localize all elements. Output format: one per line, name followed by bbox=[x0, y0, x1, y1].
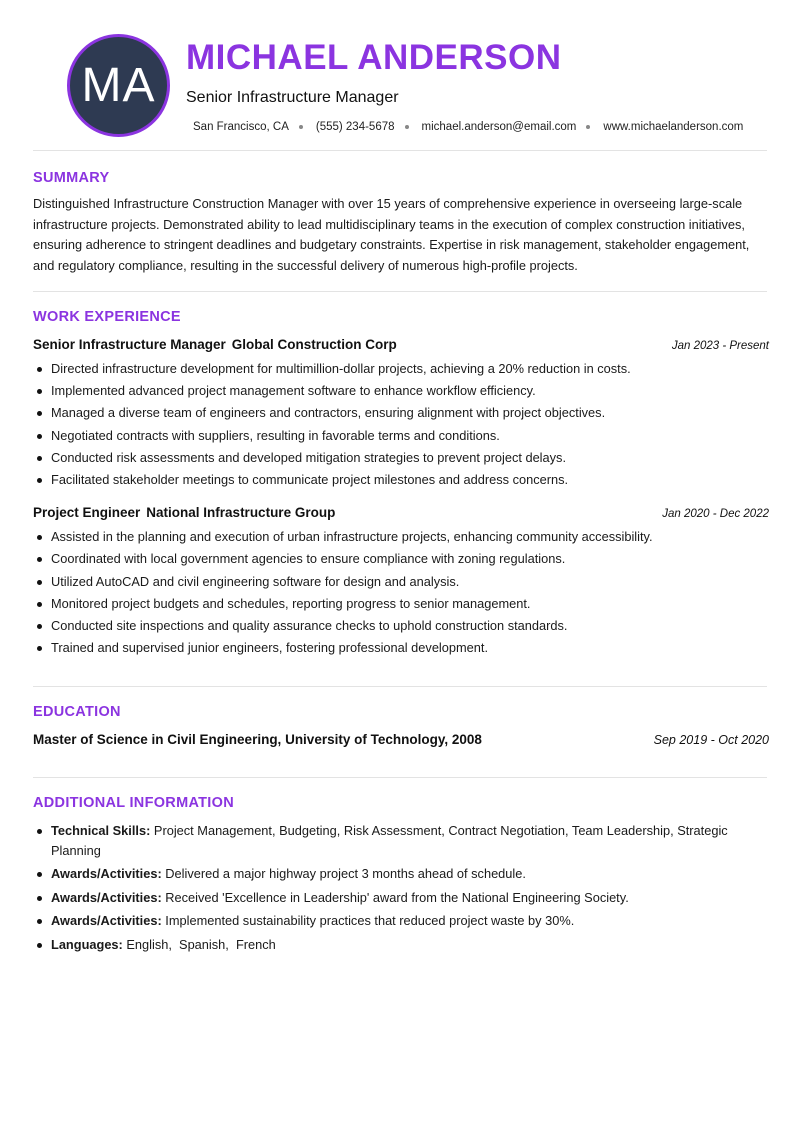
education-section bbox=[33, 704, 769, 747]
info-label: Awards/Activities: bbox=[51, 913, 162, 928]
job-bullet: Negotiated contracts with suppliers, resulting in favorable terms and conditions. bbox=[33, 425, 769, 447]
job-dates: Jan 2023 - Present bbox=[671, 340, 769, 352]
info-label: Technical Skills: bbox=[51, 823, 151, 838]
summary-section bbox=[33, 170, 769, 276]
info-text: English, Spanish, French bbox=[126, 936, 276, 952]
job-dates: Jan 2020 - Dec 2022 bbox=[662, 508, 769, 521]
education-degree: Master of Science in Civil Engineering, University of Technology, 2008 bbox=[33, 732, 482, 747]
section-divider bbox=[33, 150, 767, 151]
info-label: Awards/Activities: bbox=[51, 866, 162, 881]
education-dates: Sep 2019 - Oct 2020 bbox=[653, 733, 769, 747]
job-title-line bbox=[33, 505, 335, 520]
avatar: MA bbox=[67, 34, 170, 137]
candidate-name: MICHAEL ANDERSON bbox=[186, 38, 562, 77]
info-item bbox=[33, 911, 769, 931]
info-item bbox=[33, 888, 769, 908]
summary-heading: SUMMARY bbox=[33, 170, 110, 186]
info-item bbox=[33, 935, 769, 955]
info-text: Received 'Excellence in Leadership' award from the National Engineering Society. bbox=[165, 889, 629, 905]
contact-email: michael.anderson@email.com bbox=[421, 121, 577, 133]
additional-info-list bbox=[33, 821, 769, 954]
job-entry bbox=[33, 505, 769, 659]
section-divider bbox=[33, 777, 767, 778]
dot-separator-icon bbox=[299, 125, 303, 129]
additional-info-section bbox=[33, 795, 769, 958]
dot-separator-icon bbox=[405, 125, 409, 129]
info-item bbox=[33, 821, 769, 860]
info-text: Project Management, Budgeting, Risk Assessment, Contract Negotiation, Team Leadership, Strategic Planning bbox=[51, 823, 728, 858]
job-bullet: Managed a diverse team of engineers and contractors, ensuring alignment with project objectives. bbox=[33, 402, 769, 424]
job-bullet: Monitored project budgets and schedules, reporting progress to senior management. bbox=[33, 593, 769, 615]
job-bullet: Trained and supervised junior engineers, fostering professional development. bbox=[33, 637, 769, 659]
job-bullet: Conducted site inspections and quality assurance checks to uphold construction standards. bbox=[33, 615, 769, 637]
job-title: Project Engineer bbox=[33, 505, 141, 521]
info-text: Implemented sustainability practices that reduced project waste by 30%. bbox=[165, 913, 575, 928]
work-experience-section bbox=[33, 309, 769, 659]
job-bullet: Utilized AutoCAD and civil engineering software for design and analysis. bbox=[33, 571, 769, 593]
work-experience-heading: WORK EXPERIENCE bbox=[33, 309, 181, 325]
info-item bbox=[33, 864, 769, 884]
contact-phone: (555) 234-5678 bbox=[315, 121, 395, 133]
job-bullet: Assisted in the planning and execution of urban infrastructure projects, enhancing community accessibility. bbox=[33, 526, 769, 548]
candidate-title: Senior Infrastructure Manager bbox=[186, 89, 399, 106]
job-bullet: Coordinated with local government agencies to ensure compliance with zoning regulations. bbox=[33, 548, 769, 570]
resume-header bbox=[33, 0, 767, 150]
job-title: Senior Infrastructure Manager bbox=[33, 337, 226, 352]
contact-line bbox=[193, 121, 743, 133]
job-bullet: Facilitated stakeholder meetings to communicate project milestones and address concerns. bbox=[33, 469, 769, 491]
job-bullet: Directed infrastructure development for multimillion-dollar projects, achieving a 20% reduction in costs. bbox=[33, 358, 769, 380]
job-bullet: Conducted risk assessments and developed mitigation strategies to prevent project delays. bbox=[33, 447, 769, 469]
info-label: Awards/Activities: bbox=[51, 889, 162, 905]
job-entry bbox=[33, 337, 769, 491]
job-company: Global Construction Corp bbox=[231, 337, 397, 352]
education-heading: EDUCATION bbox=[33, 704, 121, 720]
contact-location: San Francisco, CA bbox=[193, 121, 289, 133]
info-label: Languages: bbox=[51, 936, 123, 952]
additional-info-heading: ADDITIONAL INFORMATION bbox=[33, 795, 234, 811]
job-bullet: Implemented advanced project management software to enhance workflow efficiency. bbox=[33, 380, 769, 402]
dot-separator-icon bbox=[586, 125, 590, 129]
job-bullets bbox=[33, 358, 769, 491]
summary-text: Distinguished Infrastructure Construction Manager with over 15 years of comprehensive experience in overseeing large-scale infrastructure projects. Demonstrated ability to lead multidisciplinary teams in the execution of complex construction initiatives, ensuring adherence to stringent deadlines and budgetary constraints. Expertise in risk management, stakeholder engagement, and regulatory compliance, resulting in the successful delivery of numerous high-profile projects. bbox=[33, 196, 750, 273]
job-bullets bbox=[33, 526, 769, 659]
job-company: National Infrastructure Group bbox=[146, 505, 336, 521]
contact-website: www.michaelanderson.com bbox=[603, 121, 744, 133]
info-text: Delivered a major highway project 3 months ahead of schedule. bbox=[165, 866, 526, 881]
section-divider bbox=[33, 686, 767, 687]
section-divider bbox=[33, 291, 767, 292]
job-title-line bbox=[33, 337, 397, 352]
